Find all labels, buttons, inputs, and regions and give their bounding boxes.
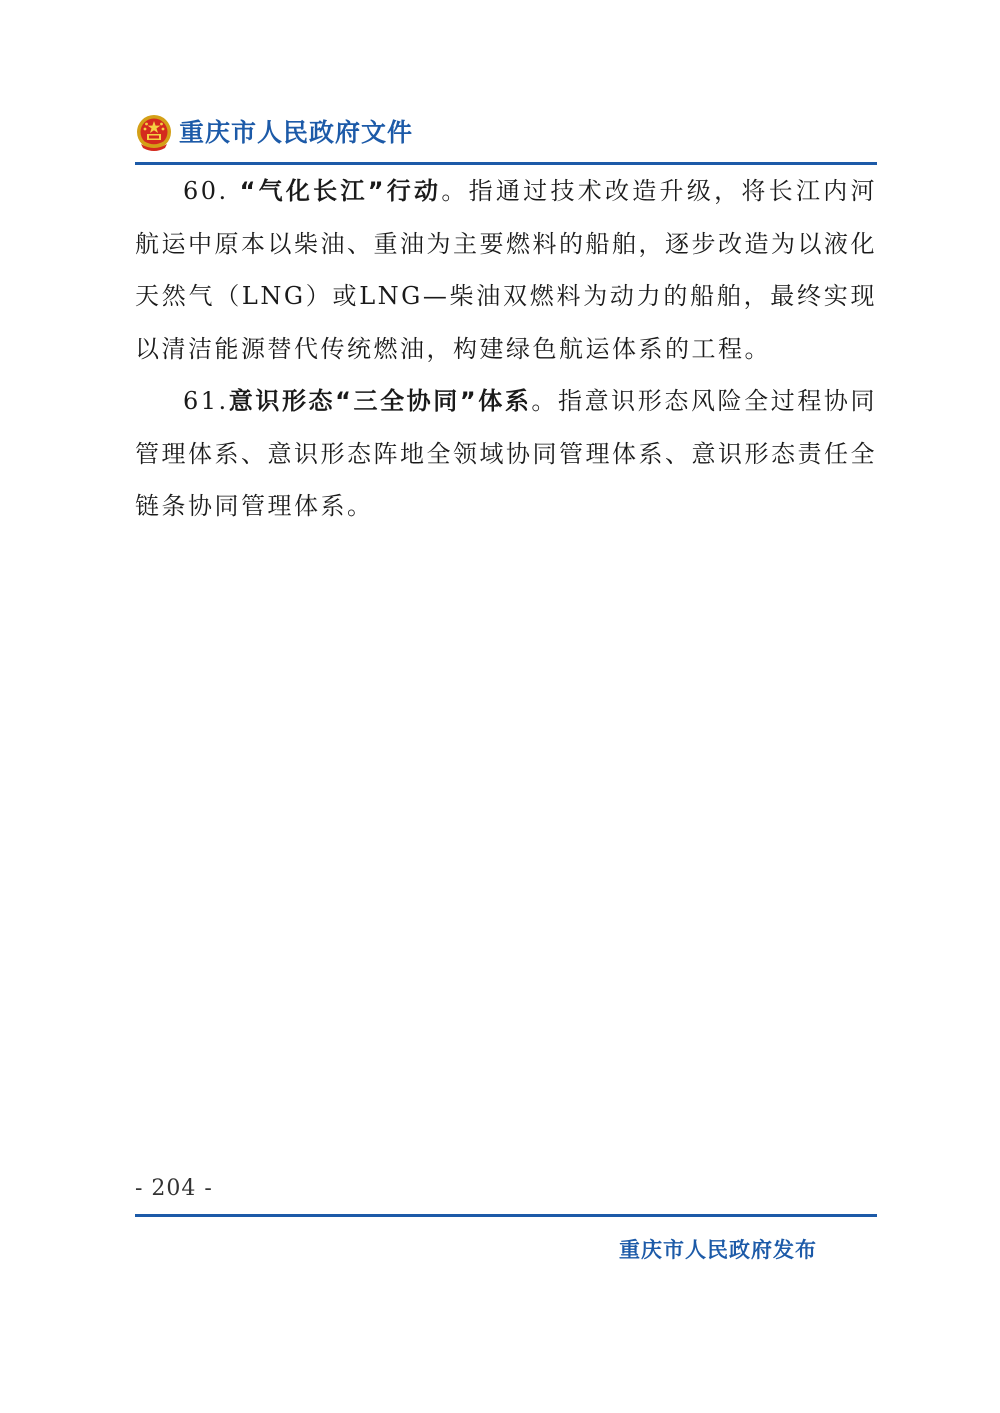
entry-number: 60. [183,177,229,205]
entry-number: 61. [183,387,229,415]
footer-divider [135,1214,877,1217]
page-number: - 204 - [135,1176,213,1201]
entry-description: 。指意识形态风险全过程协同管理体系、意识形态阵地全领域协同管理体系、意识形态责任全链条协同管理体系。 [135,387,878,520]
footer-publisher: 重庆市人民政府发布 [619,1238,817,1262]
national-emblem-icon [135,112,173,154]
entry-term: 意识形态“三全协同”体系 [228,387,532,415]
entry-term: “气化长江”行动 [239,177,442,205]
document-body [135,165,877,533]
entry-description: 。指通过技术改造升级，将长江内河航运中原本以柴油、重油为主要燃料的船舶，逐步改造为以液化天然气（LNG）或LNG—柴油双燃料为动力的船舶，最终实现以清洁能源替代传统燃油，构建绿色航运体系的工程。 [135,177,877,363]
entry-61 [135,375,877,533]
entry-60 [135,165,877,375]
header-title: 重庆市人民政府文件 [179,118,414,147]
document-header [135,108,877,164]
